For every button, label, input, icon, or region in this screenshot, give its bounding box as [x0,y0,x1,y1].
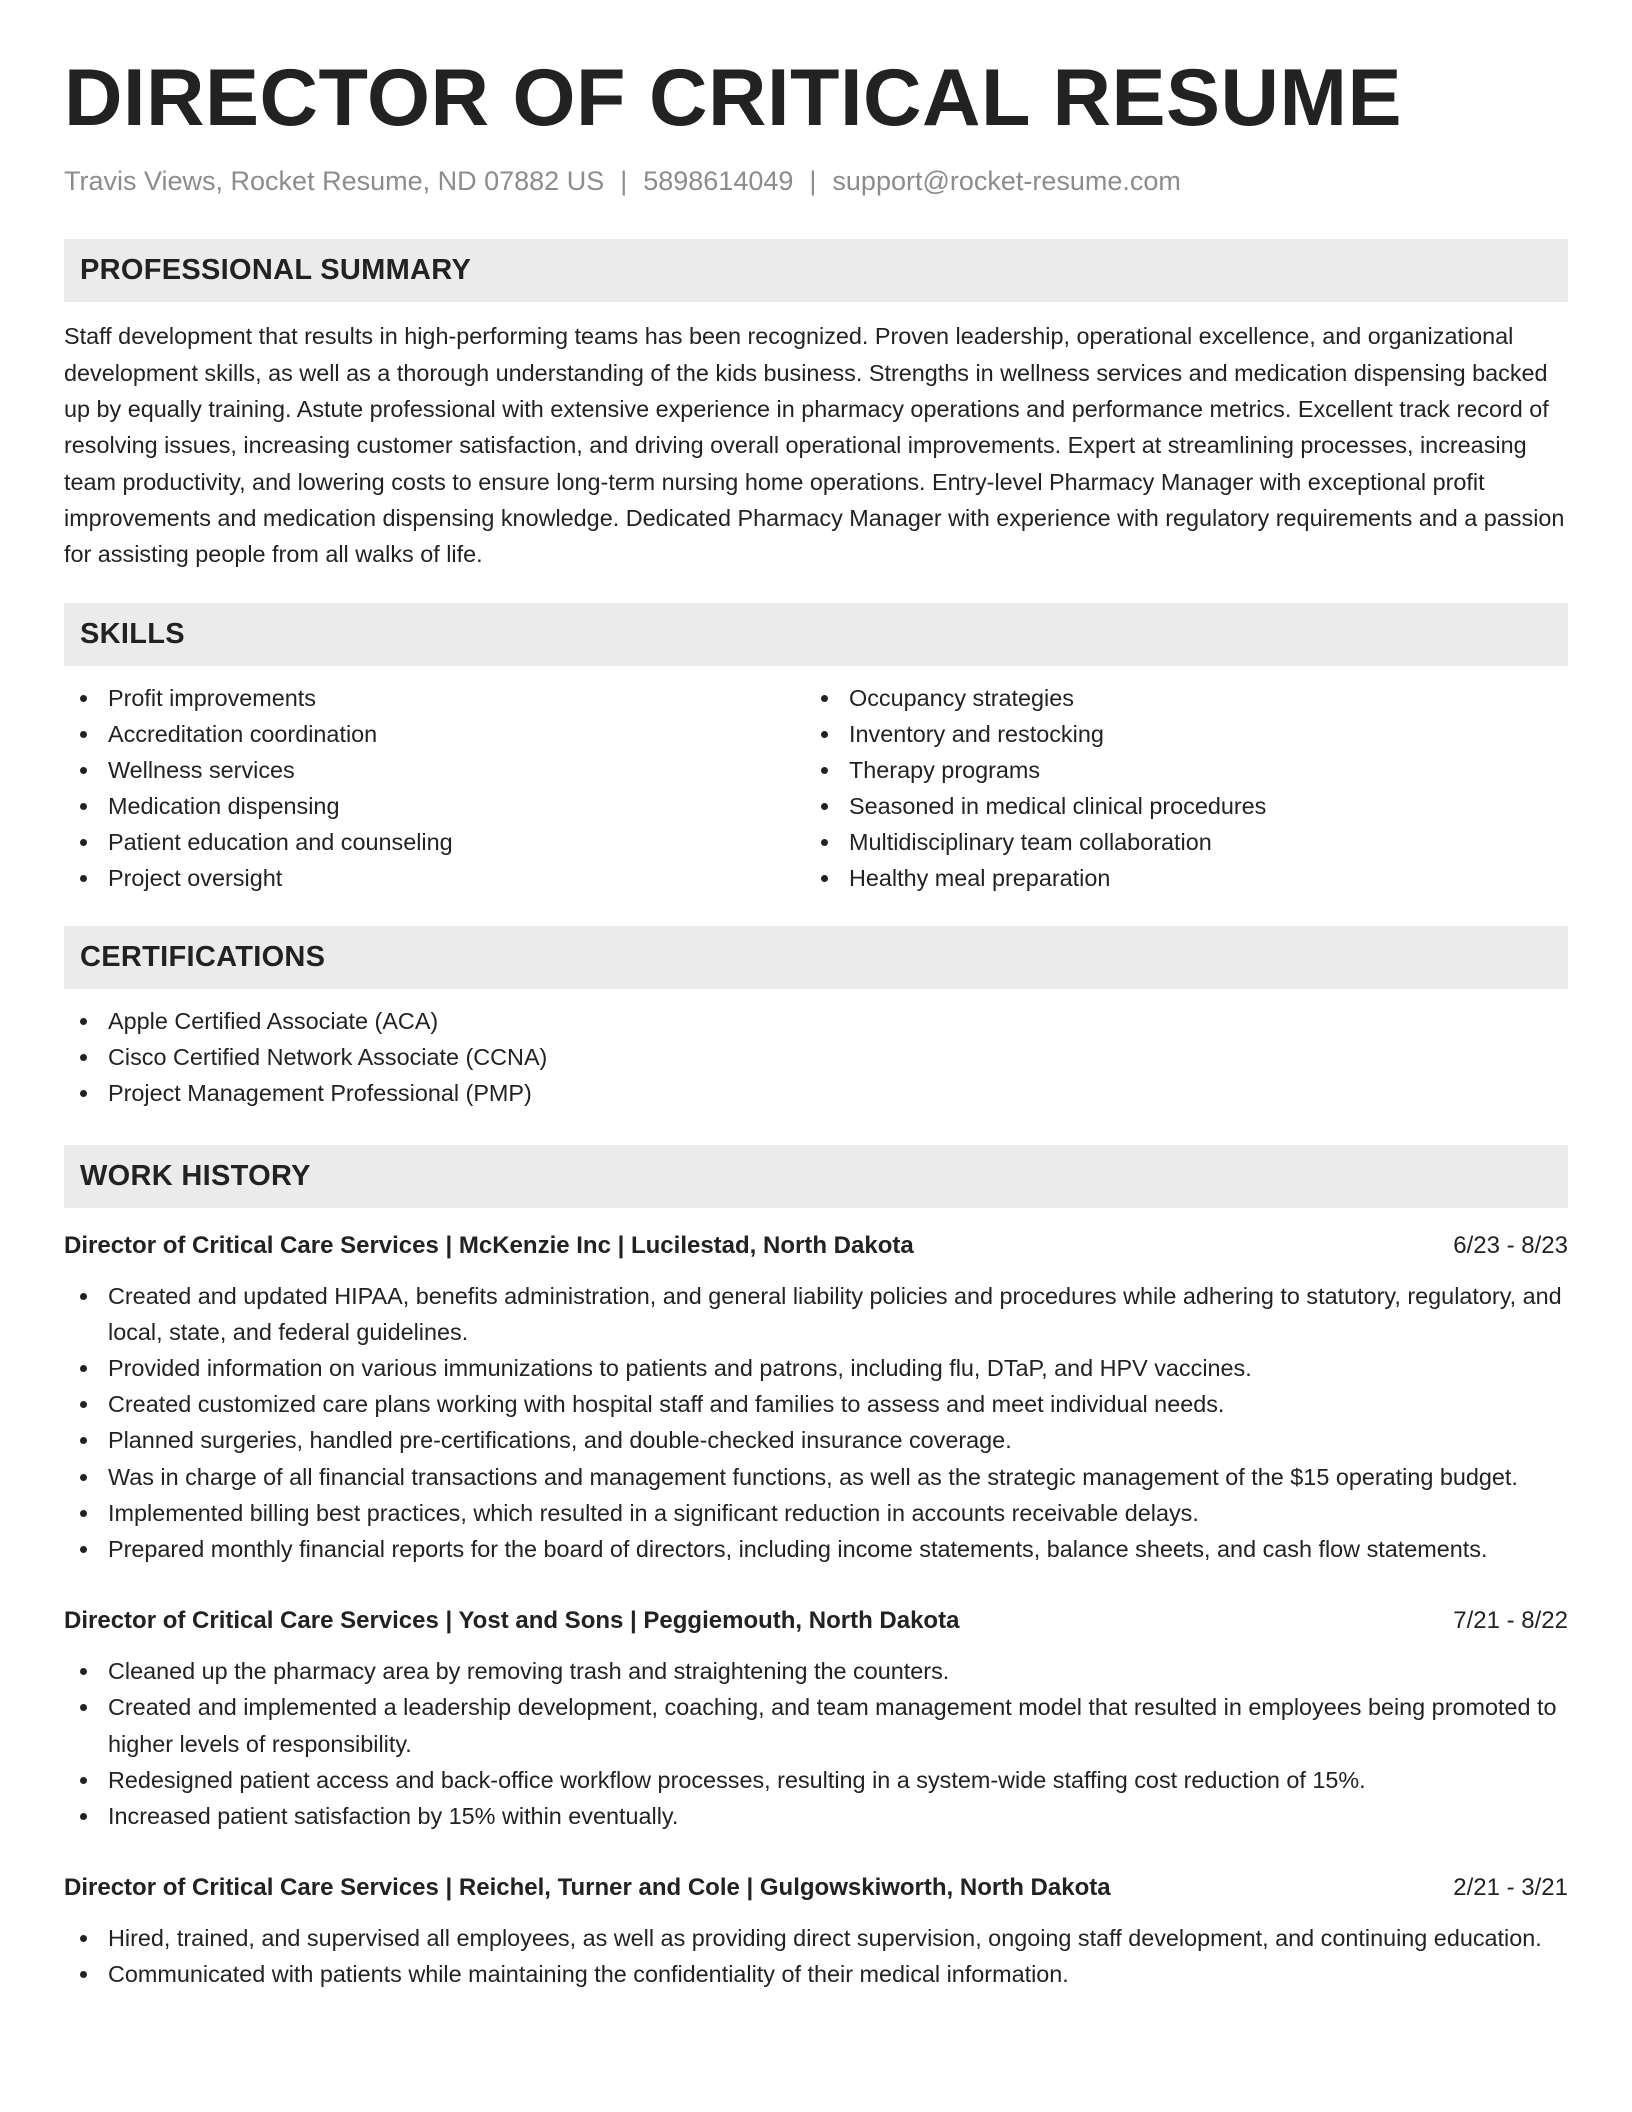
job-bullet: Planned surgeries, handled pre-certifications, and double-checked insurance coverage. [64,1422,1568,1458]
job-bullets [64,1278,1568,1568]
job-bullets [64,1920,1568,1992]
job-bullet: Hired, trained, and supervised all employees, as well as providing direct supervision, ongoing staff development, and continuing education. [64,1920,1568,1956]
job-title: Director of Critical Care Services | Reichel, Turner and Cole | Gulgowskiworth, North Dakota [64,1874,1111,1902]
certification-item: Apple Certified Associate (ACA) [64,1003,1568,1039]
job-bullet: Created customized care plans working with hospital staff and families to assess and meet individual needs. [64,1386,1568,1422]
skill-item: Profit improvements [64,680,805,716]
skill-item: Therapy programs [805,752,1568,788]
job-dates: 2/21 - 3/21 [1453,1874,1568,1902]
contact-phone: 5898614049 [643,166,794,197]
job-bullet: Cleaned up the pharmacy area by removing trash and straightening the counters. [64,1653,1568,1689]
summary-text: Staff development that results in high-performing teams has been recognized. Proven leadership, operational excellence, and organizational development skills, as well as a thorough understanding of the kids business. Strengths in wellness services and medication dispensing backed up by equally training. Astute professional with extensive experience in pharmacy operations and performance metrics. Excellent track record of resolving issues, increasing customer satisfaction, and driving overall operational improvements. Expert at streamlining processes, increasing team productivity, and lowering costs to ensure long-term nursing home operations. Entry-level Pharmacy Manager with exceptional profit improvements and medication dispensing knowledge. Dedicated Pharmacy Manager with experience with regulatory requirements and a passion for assisting people from all walks of life. [64,323,1565,568]
contact-address: Travis Views, Rocket Resume, ND 07882 US [64,166,605,197]
summary-section-header [64,239,1568,302]
skills-list-left [64,680,805,896]
skill-item: Healthy meal preparation [805,860,1568,896]
job-bullet: Implemented billing best practices, which resulted in a significant reduction in accounts receivable delays. [64,1495,1568,1531]
job-bullets [64,1653,1568,1834]
job-header [64,1870,1568,1906]
summary-heading: PROFESSIONAL SUMMARY [80,254,472,287]
job-bullet: Created and updated HIPAA, benefits administration, and general liability policies and procedures while adhering to statutory, regulatory, and local, state, and federal guidelines. [64,1278,1568,1350]
job-bullet: Provided information on various immunizations to patients and patrons, including flu, DTaP, and HPV vaccines. [64,1350,1568,1386]
job-title: Director of Critical Care Services | McKenzie Inc | Lucilestad, North Dakota [64,1231,914,1259]
skill-item: Project oversight [64,860,805,896]
job-header [64,1228,1568,1264]
certifications-list [64,1003,1568,1111]
work-history-heading: WORK HISTORY [80,1159,311,1192]
job-bullet: Redesigned patient access and back-office workflow processes, resulting in a system-wide staffing cost reduction of 15%. [64,1762,1568,1798]
skill-item: Wellness services [64,752,805,788]
job-entry [64,1228,1568,1568]
skill-item: Medication dispensing [64,788,805,824]
job-entry [64,1870,1568,1992]
work-history-section-header [64,1145,1568,1208]
job-bullet: Communicated with patients while maintaining the confidentiality of their medical information. [64,1956,1568,1992]
skill-item: Patient education and counseling [64,824,805,860]
job-dates: 6/23 - 8/23 [1453,1231,1568,1259]
skill-item: Inventory and restocking [805,716,1568,752]
skill-item: Seasoned in medical clinical procedures [805,788,1568,824]
certifications-section-header [64,926,1568,989]
skills-grid [64,680,1568,896]
job-bullet: Prepared monthly financial reports for the board of directors, including income statements, balance sheets, and cash flow statements. [64,1531,1568,1567]
skills-list-right [805,680,1568,896]
skill-item: Occupancy strategies [805,680,1568,716]
contact-line [64,165,1568,197]
job-header [64,1603,1568,1639]
skills-section-header [64,603,1568,666]
certification-item: Cisco Certified Network Associate (CCNA) [64,1039,1568,1075]
certifications-heading: CERTIFICATIONS [80,940,326,973]
skills-heading: SKILLS [80,617,185,650]
job-bullet: Created and implemented a leadership development, coaching, and team management model that resulted in employees being promoted to higher levels of responsibility. [64,1689,1568,1761]
contact-separator: | [620,166,628,197]
certification-item: Project Management Professional (PMP) [64,1075,1568,1111]
resume-name: DIRECTOR OF CRITICAL RESUME [64,53,1403,143]
job-entry [64,1603,1568,1834]
contact-separator: | [809,166,817,197]
job-bullet: Increased patient satisfaction by 15% within eventually. [64,1798,1568,1834]
skill-item: Multidisciplinary team collaboration [805,824,1568,860]
contact-email: support@rocket-resume.com [832,166,1181,197]
job-title: Director of Critical Care Services | Yost and Sons | Peggiemouth, North Dakota [64,1607,960,1635]
job-dates: 7/21 - 8/22 [1453,1607,1568,1635]
skill-item: Accreditation coordination [64,716,805,752]
job-bullet: Was in charge of all financial transactions and management functions, as well as the strategic management of the $15 operating budget. [64,1459,1568,1495]
